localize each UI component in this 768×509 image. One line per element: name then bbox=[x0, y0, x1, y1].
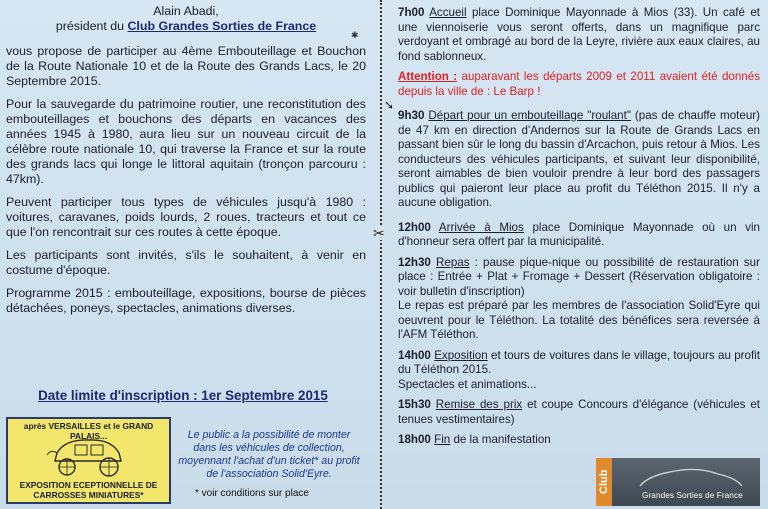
schedule-item-1200: 12h00 Arrivée à Mios place Dominique Mayonnade où un vin d'honneur sera offert par la municipalité. bbox=[398, 220, 760, 248]
dotted-separator bbox=[380, 0, 382, 509]
schedule-item-1800: 18h00 Fin de la manifestation bbox=[398, 433, 551, 446]
deadline-title: Date limite d'inscription : 1er Septembre 2015 bbox=[38, 388, 328, 403]
club-name: Club Grandes Sorties de France bbox=[127, 19, 317, 33]
heritage-paragraph: Pour la sauvegarde du patrimoine routier, une reconstitution des embouteillages et bouchons des départs en vacances des années 1945 à 1980, aura lieu sur un nouveau circuit de la célèbre route nationale 10, qui traverse la France et sur la route des grands lacs qui longe le littoral aquitain (tronçon parcouru : 47km). bbox=[6, 97, 366, 186]
carriage-icon bbox=[45, 435, 133, 477]
star-icon: ✱ bbox=[351, 30, 359, 40]
public-note: Le public a la possibilité de monter dans les véhicules de collection, moyennant l'achat d'un ticket* au profit de l'association Solid'Eyre. bbox=[178, 429, 360, 480]
club-logo bbox=[596, 458, 760, 506]
intro-paragraph: vous propose de participer au 4ème Embouteillage et Bouchon de la Route Nationale 10 et de la Route des Grands Lacs, le 20 Septembre 2015. bbox=[6, 44, 366, 88]
logo-name: Grandes Sorties de France bbox=[642, 491, 743, 500]
president-line bbox=[6, 19, 366, 34]
schedule-item-1230: 12h30 Repas : pause pique-nique ou possibilité de restauration sur place : Entrée + Plat + Fromage + Dessert (Réservation obligatoire : voir bulletin d'inscription) Le repas est préparé par les membres de l'association Solid'Eyre qui oeuvrent pour le Téléthon. La totalité des bénéfices sera reversée à l'AFM Téléthon. bbox=[398, 255, 760, 341]
schedule-item-0930: 9h30 Départ pour un embouteillage "roulant" (pas de chauffe moteur) de 47 km en direction d'Andernos sur la Route de Grands Lacs en passant bien sûr le long du bassin d'Arcachon, puis retour à Mios. Les conducteurs des véhicules participants, et suivant leur disponibilité, seront aimables de bien vouloir prendre à leur bord des passagers publics qui paieront leur place au profit du Téléthon 2015. Il n'y a aucune obligation. bbox=[398, 109, 760, 209]
costume-paragraph: Les participants sont invités, s'ils le souhaitent, à venir en costume d'époque. bbox=[6, 248, 366, 277]
ad-top-text: après VERSAILLES et le GRAND PALAIS... bbox=[23, 421, 154, 441]
right-column bbox=[398, 6, 760, 454]
attention-note: Attention : auparavant les départs 2009 et 2011 avaient été donnés depuis la ville de : Le Barp ! bbox=[398, 70, 760, 98]
scissors-icon: ✂ bbox=[373, 225, 385, 241]
president-prefix: président du bbox=[55, 19, 128, 33]
schedule-item-0700: 7h00 Accueil place Dominique Mayonnade à Mios (33). Un café et une viennoiserie vous seront offerts, dans un magnifique parc verdoyant et ombragé au bord de la Leyre, rivière aux eaux claires, au fond sablonneux. bbox=[398, 6, 760, 63]
logo-club-label: Club bbox=[596, 458, 612, 506]
ad-bottom-text: EXPOSITION ECEPTIONNELLE DE CARROSSES MINIATURES* bbox=[19, 480, 158, 500]
left-column bbox=[6, 4, 366, 324]
schedule-item-1400: 14h00 Exposition et tours de voitures dans le village, toujours au profit du Téléthon 2015. Spectacles et animations... bbox=[398, 348, 760, 391]
carriage-exhibition-ad bbox=[6, 417, 171, 504]
vehicles-paragraph: Peuvent participer tous types de véhicules jusqu'à 1980 : voitures, caravanes, poids lourds, 2 roues, tracteurs et tout ce que l'on rencontrait sur ces routes à cette époque. bbox=[6, 195, 366, 239]
car-silhouette-icon bbox=[636, 462, 746, 492]
author-line: Alain Abadi, bbox=[153, 4, 219, 18]
schedule-item-1530: 15h30 Remise des prix et coupe Concours d'élégance (véhicules et tenues vestimentaires) bbox=[398, 398, 760, 426]
arrow-icon: ➘ bbox=[384, 98, 395, 112]
programme-paragraph: Programme 2015 : embouteillage, expositions, bourse de pièces détachées, poneys, spectacles, animations diverses. bbox=[6, 286, 366, 315]
conditions-note: * voir conditions sur place bbox=[195, 488, 309, 499]
